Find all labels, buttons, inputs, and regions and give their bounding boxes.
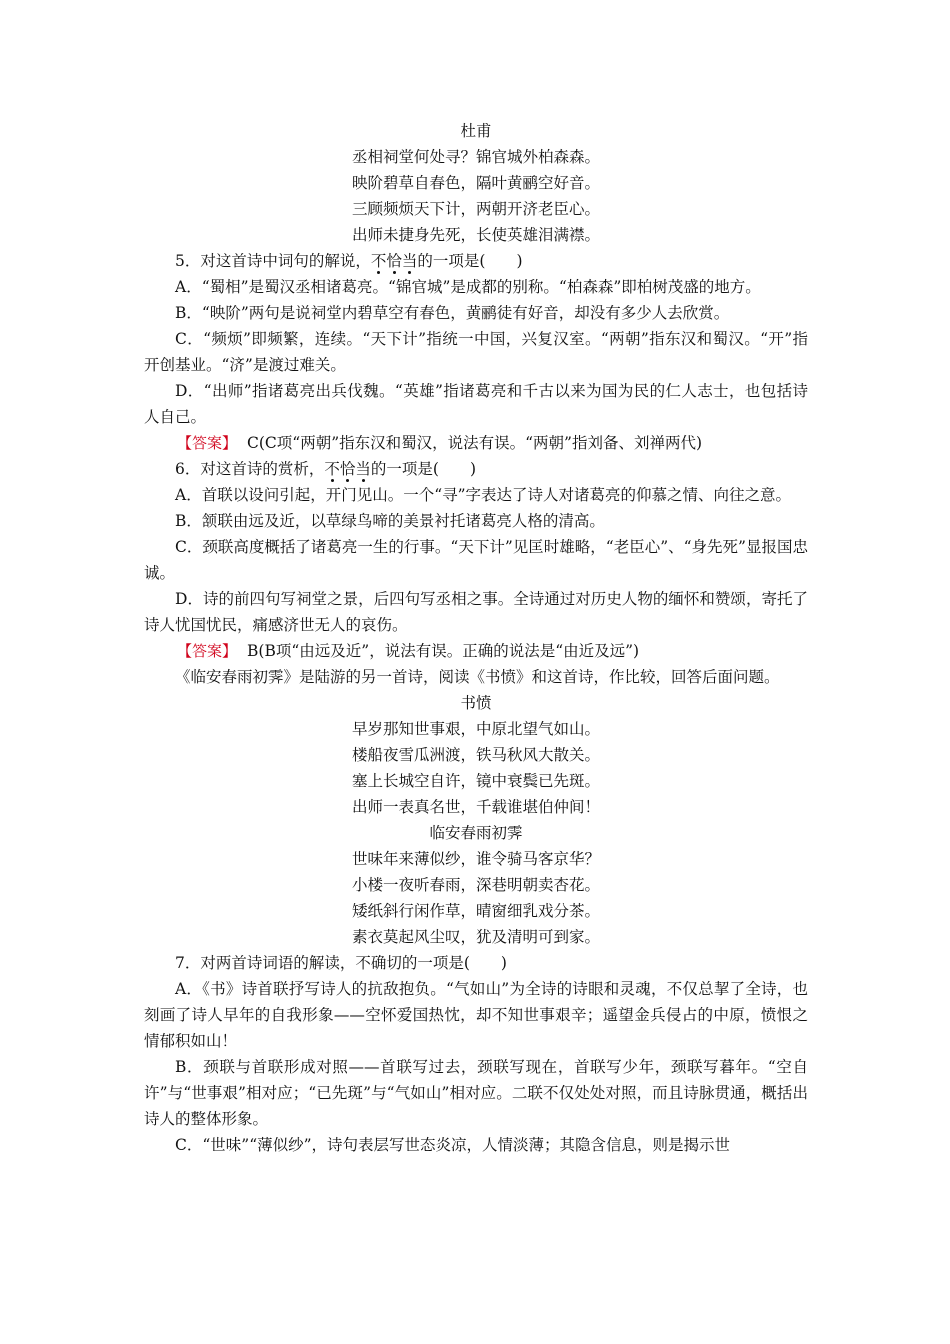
document-page bbox=[144, 118, 808, 1158]
poem1-line: 出师未捷身先死，长使英雄泪满襟。 bbox=[351, 226, 600, 244]
question-7-stem: 7．对两首诗词语的解读，不确切的一项是( ) bbox=[175, 954, 507, 972]
poem1-line: 映阶碧草自春色，隔叶黄鹂空好音。 bbox=[351, 174, 600, 192]
answer-label: 【答案】 bbox=[177, 434, 238, 452]
emphasis-dot: 恰 bbox=[386, 252, 402, 270]
poem2-line: 出师一表真名世，千载谁堪伯仲间！ bbox=[351, 798, 600, 816]
emphasis-dot: 恰 bbox=[339, 460, 356, 478]
answer-label: 【答案】 bbox=[177, 642, 238, 660]
question-5-option-b: B．“映阶”两句是说祠堂内碧草空有春色，黄鹂徒有好音，却没有多少人去欣赏。 bbox=[175, 304, 730, 322]
poem1-author: 杜甫 bbox=[460, 122, 492, 140]
emphasis-dot: 当 bbox=[401, 252, 418, 270]
poem2-line: 早岁那知世事艰，中原北望气如山。 bbox=[351, 720, 600, 738]
intro-paragraph: 《临安春雨初霁》是陆游的另一首诗，阅读《书愤》和这首诗，作比较，回答后面问题。 bbox=[175, 668, 780, 686]
poem3-line: 矮纸斜行闲作草，晴窗细乳戏分茶。 bbox=[351, 902, 600, 920]
question-6-option-a: A．首联以设问引起，开门见山。一个“寻”字表达了诗人对诸葛亮的仰慕之情、向往之意。 bbox=[175, 486, 792, 504]
emphasis-dot: 当 bbox=[355, 460, 371, 478]
poem3-title: 临安春雨初霁 bbox=[429, 824, 523, 842]
question-5-option-c: C．“频烦”即频繁，连续。“天下计”指统一中国，兴复汉室。“两朝”指东汉和蜀汉。“开”指开创基业。“济”是渡过难关。 bbox=[144, 330, 808, 374]
question-6-option-d: D．诗的前四句写祠堂之景，后四句写丞相之事。全诗通过对历史人物的缅怀和赞颂，寄托了诗人忧国忧民，痛感济世无人的哀伤。 bbox=[144, 590, 808, 634]
question-5-stem: 5．对这首诗中词句的解说，不恰当的一项是( ) bbox=[175, 252, 523, 270]
poem1-line: 丞相祠堂何处寻？锦官城外柏森森。 bbox=[351, 148, 600, 166]
answer-text: B(B项“由远及近”，说法有误。正确的说法是“由近及远”) bbox=[247, 642, 640, 660]
question-5-answer bbox=[144, 430, 808, 456]
question-7-option-c: C．“世味”“薄似纱”，诗句表层写世态炎凉，人情淡薄；其隐含信息，则是揭示世 bbox=[175, 1136, 731, 1154]
question-6-answer bbox=[144, 638, 808, 664]
poem2-line: 楼船夜雪瓜洲渡，铁马秋风大散关。 bbox=[351, 746, 600, 764]
poem2-title: 书愤 bbox=[460, 694, 492, 712]
question-5-option-a: A．“蜀相”是蜀汉丞相诸葛亮。“锦官城”是成都的别称。“柏森森”即柏树茂盛的地方。 bbox=[175, 278, 761, 296]
poem3-line: 世味年来薄似纱，谁令骑马客京华？ bbox=[351, 850, 600, 868]
poem3-line: 素衣莫起风尘叹，犹及清明可到家。 bbox=[351, 928, 600, 946]
question-7-option-a: A．《书》诗首联抒写诗人的抗敌抱负。“气如山”为全诗的诗眼和灵魂，不仅总挈了全诗，也刻画了诗人早年的自我形象——空怀爱国热忱，却不知世事艰辛；遥望金兵侵占的中原，愤恨之情郁积如山！ bbox=[144, 980, 808, 1050]
poem1-line: 三顾频烦天下计，两朝开济老臣心。 bbox=[351, 200, 600, 218]
question-5-option-d: D．“出师”指诸葛亮出兵伐魏。“英雄”指诸葛亮和千古以来为国为民的仁人志士，也包括诗人自己。 bbox=[144, 382, 808, 426]
poem2-line: 塞上长城空自许，镜中衰鬓已先斑。 bbox=[351, 772, 600, 790]
emphasis-dot: 不 bbox=[370, 252, 387, 270]
question-6-stem: 6．对这首诗的赏析，不恰当的一项是( ) bbox=[175, 460, 477, 478]
poem3-line: 小楼一夜听春雨，深巷明朝卖杏花。 bbox=[351, 876, 600, 894]
emphasis-dot: 不 bbox=[324, 460, 340, 478]
question-6-option-b: B．颔联由远及近，以草绿鸟啼的美景衬托诸葛亮人格的清高。 bbox=[175, 512, 605, 530]
question-6-option-c: C．颈联高度概括了诸葛亮一生的行事。“天下计”见匡时雄略，“老臣心”、“身先死”显报国忠诚。 bbox=[144, 538, 808, 582]
answer-text: C(C项“两朝”指东汉和蜀汉，说法有误。“两朝”指刘备、刘禅两代) bbox=[247, 434, 703, 452]
question-7-option-b: B．颈联与首联形成对照——首联写过去，颈联写现在，首联写少年，颈联写暮年。“空自许”与“世事艰”相对应；“已先斑”与“气如山”相对应。二联不仅处处对照，而且诗脉贯通，概括出诗人的整体形象。 bbox=[144, 1058, 808, 1128]
